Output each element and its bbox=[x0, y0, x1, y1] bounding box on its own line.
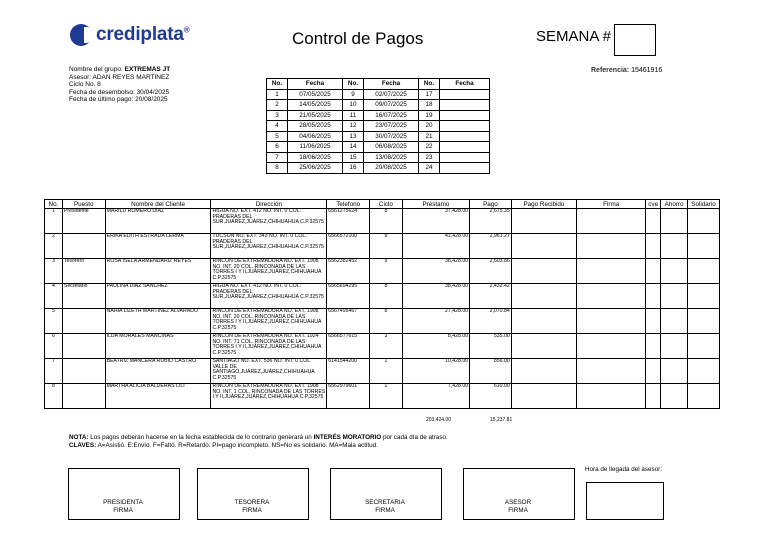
fecha-number: 22 bbox=[419, 142, 440, 153]
client-prestamo: 37,428.00 bbox=[402, 209, 469, 234]
column-header: Ciclo bbox=[370, 200, 403, 209]
client-ciclo: 9 bbox=[370, 234, 403, 259]
fecha-date bbox=[440, 121, 490, 132]
referencia: Referencia: 15461916 bbox=[591, 67, 663, 74]
fecha-number: 6 bbox=[267, 142, 288, 153]
column-header: Firma bbox=[577, 200, 646, 209]
client-prestamo: 8,428.00 bbox=[402, 334, 469, 359]
column-header: Nombre del Cliente bbox=[105, 200, 211, 209]
fechas-row bbox=[267, 110, 490, 121]
client-row bbox=[45, 259, 720, 284]
client-row bbox=[45, 384, 720, 409]
fecha-date: 06/08/2025 bbox=[364, 142, 419, 153]
client-cve-cell[interactable] bbox=[646, 209, 661, 234]
client-direccion: RINCON DE EXTREMADURA NO. EXT. 1908 NO. INT. 20 COL. RINCONADA DE LAS TORRES I Y II,JUÁREZ,JUÁREZ,CHIHUAHUA C.P.32575 bbox=[211, 309, 327, 334]
client-solidario-cell[interactable] bbox=[688, 234, 720, 259]
brand-name: crediplata® bbox=[96, 24, 190, 45]
claves-line: CLAVES: A=Asistió. E:Envío. F=Faltó. R=Retardo. PI=pago incompleto. NS=No es solidario. MA=Mala actitud. bbox=[69, 442, 378, 449]
client-ahorro-cell[interactable] bbox=[661, 384, 688, 409]
fecha-number: 23 bbox=[419, 152, 440, 163]
fecha-date: 11/06/2025 bbox=[288, 142, 343, 153]
fecha-number: 17 bbox=[419, 89, 440, 100]
client-pago-recibido-cell[interactable] bbox=[511, 209, 576, 234]
client-ciclo: 1 bbox=[370, 359, 403, 384]
fecha-number: 9 bbox=[343, 89, 364, 100]
client-prestamo: 7,428.00 bbox=[402, 384, 469, 409]
client-puesto: Secretario bbox=[62, 284, 105, 309]
client-pago: 610.00 bbox=[470, 384, 512, 409]
client-pago-recibido-cell[interactable] bbox=[511, 384, 576, 409]
group-info bbox=[69, 66, 170, 104]
client-nombre: MARILU ROMERO DIAZ bbox=[105, 209, 211, 234]
client-prestamo: 38,428.00 bbox=[402, 284, 469, 309]
client-pago-recibido-cell[interactable] bbox=[511, 359, 576, 384]
fecha-number: 7 bbox=[267, 152, 288, 163]
fecha-number: 24 bbox=[419, 163, 440, 174]
fechas-row bbox=[267, 89, 490, 100]
client-no: 4 bbox=[45, 284, 63, 309]
fecha-date bbox=[440, 100, 490, 111]
client-firma-cell[interactable] bbox=[577, 284, 646, 309]
client-row bbox=[45, 309, 720, 334]
client-ahorro-cell[interactable] bbox=[661, 284, 688, 309]
fecha-date bbox=[440, 142, 490, 153]
client-pago-recibido-cell[interactable] bbox=[511, 334, 576, 359]
client-no: 6 bbox=[45, 334, 63, 359]
column-header: Préstamo bbox=[402, 200, 469, 209]
client-nombre: MARTHA ALICIA BALDERAS LILI bbox=[105, 384, 211, 409]
client-pago-recibido-cell[interactable] bbox=[511, 309, 576, 334]
desembolso-line: Fecha de desembolso: 30/04/2025 bbox=[69, 88, 170, 96]
client-firma-cell[interactable] bbox=[577, 259, 646, 284]
fecha-number: 20 bbox=[419, 121, 440, 132]
total-prestamo: 203,424.00 bbox=[426, 417, 452, 423]
nota-section bbox=[69, 434, 448, 450]
client-pago-recibido-cell[interactable] bbox=[511, 284, 576, 309]
client-pago: 2,070.84 bbox=[470, 309, 512, 334]
fecha-number: 15 bbox=[343, 152, 364, 163]
client-pago: 2,961.27 bbox=[470, 234, 512, 259]
client-no: 2 bbox=[45, 234, 63, 259]
fecha-number: 8 bbox=[267, 163, 288, 174]
fecha-number: 1 bbox=[267, 89, 288, 100]
firma-secretaria-label: SECRETARIA FIRMA bbox=[365, 499, 405, 514]
semana-input-box[interactable] bbox=[614, 24, 656, 56]
fecha-number: 13 bbox=[343, 131, 364, 142]
client-pago-recibido-cell[interactable] bbox=[511, 234, 576, 259]
fechas-header: Fecha bbox=[288, 79, 343, 90]
fecha-date: 02/07/2025 bbox=[364, 89, 419, 100]
ultimo-pago-line: Fecha de último pago: 20/08/2025 bbox=[69, 96, 168, 103]
payment-dates-table bbox=[266, 78, 490, 174]
fechas-header: Fecha bbox=[364, 79, 419, 90]
fecha-date: 09/07/2025 bbox=[364, 100, 419, 111]
column-header: Puesto bbox=[62, 200, 105, 209]
firma-presidenta-label: PRESIDENTA FIRMA bbox=[103, 499, 143, 514]
fecha-date: 13/08/2025 bbox=[364, 152, 419, 163]
client-puesto bbox=[62, 359, 105, 384]
client-telefono: 6567495467 bbox=[327, 309, 370, 334]
client-ciclo: 9 bbox=[370, 259, 403, 284]
nota-line: NOTA: Los pagos deberán hacerse en la fecha establecida de lo contrario generará un INTERÉS MORATORIO por cada día de atraso. bbox=[69, 434, 448, 441]
fecha-date: 18/06/2025 bbox=[288, 152, 343, 163]
client-no: 8 bbox=[45, 384, 63, 409]
client-prestamo: 38,428.00 bbox=[402, 259, 469, 284]
fecha-date bbox=[440, 163, 490, 174]
client-solidario-cell[interactable] bbox=[688, 359, 720, 384]
client-pago: 856.00 bbox=[470, 359, 512, 384]
group-name-line: Nombre del grupo: EXTREMAS JT bbox=[69, 66, 171, 73]
fecha-date: 16/07/2025 bbox=[364, 110, 419, 121]
client-telefono: 6566572100 bbox=[327, 234, 370, 259]
client-direccion: HIGUA NO. EXT. 412 NO. INT. 0 COL. PRADERAS DEL SUR,JUÁREZ,JUÁREZ,CHIHUAHUA C.P.32575 bbox=[211, 209, 327, 234]
semana-label: SEMANA # bbox=[536, 28, 612, 45]
client-pago: 2,432.42 bbox=[470, 284, 512, 309]
client-puesto bbox=[62, 234, 105, 259]
client-puesto: Tesorero bbox=[62, 259, 105, 284]
fecha-number: 16 bbox=[343, 163, 364, 174]
client-ciclo: 8 bbox=[370, 284, 403, 309]
client-no: 1 bbox=[45, 209, 63, 234]
client-direccion: SANTIAGO NO. EXT. 536 NO. INT. 0 COL. VALLE DE SANTIAGO,JUÁREZ,JUÁREZ,CHIHUAHUA C.P.32575 bbox=[211, 359, 327, 384]
fecha-number: 21 bbox=[419, 131, 440, 142]
client-direccion: RINCON DE EXTREMADURA NO. EXT. 1908 NO. INT. 1 COL. RINCONADA DE LAS TORRES I Y II,JUÁREZ,JUÁREZ,CHIHUAHUA C.P.32575 bbox=[211, 384, 327, 409]
client-solidario-cell[interactable] bbox=[688, 384, 720, 409]
clients-table bbox=[44, 199, 720, 409]
column-header: Pago Recibido bbox=[511, 200, 576, 209]
client-ahorro-cell[interactable] bbox=[661, 234, 688, 259]
hora-llegada-box[interactable] bbox=[586, 482, 664, 520]
client-firma-cell[interactable] bbox=[577, 234, 646, 259]
client-telefono: 6565694295 bbox=[327, 284, 370, 309]
client-ciclo: 3 bbox=[370, 334, 403, 359]
client-row bbox=[45, 234, 720, 259]
fecha-date: 14/05/2025 bbox=[288, 100, 343, 111]
client-direccion: TUCSON NO. EXT. 343 NO. INT. 0 COL. PRADERAS DEL SUR,JUÁREZ,JUÁREZ,CHIHUAHUA C.P.32575 bbox=[211, 234, 327, 259]
client-pago: 2,675.35 bbox=[470, 209, 512, 234]
fechas-header: No. bbox=[419, 79, 440, 90]
fechas-row bbox=[267, 163, 490, 174]
fecha-number: 3 bbox=[267, 110, 288, 121]
client-nombre: ERIKA EDITH ESTRADA LERMA bbox=[105, 234, 211, 259]
fechas-row bbox=[267, 121, 490, 132]
fechas-header: Fecha bbox=[440, 79, 490, 90]
client-solidario-cell[interactable] bbox=[688, 209, 720, 234]
client-cve-cell[interactable] bbox=[646, 384, 661, 409]
client-solidario-cell[interactable] bbox=[688, 309, 720, 334]
column-header: No. bbox=[45, 200, 63, 209]
total-pago: 15,237.81 bbox=[490, 417, 513, 423]
fechas-row bbox=[267, 100, 490, 111]
client-ciclo: 8 bbox=[370, 209, 403, 234]
client-ciclo: 8 bbox=[370, 309, 403, 334]
client-ahorro-cell[interactable] bbox=[661, 334, 688, 359]
page-title: Control de Pagos bbox=[292, 29, 424, 48]
client-row bbox=[45, 334, 720, 359]
client-ahorro-cell[interactable] bbox=[661, 209, 688, 234]
crediplata-logo-icon bbox=[70, 24, 92, 46]
fecha-date: 07/05/2025 bbox=[288, 89, 343, 100]
column-header: Pago bbox=[470, 200, 512, 209]
client-puesto: Presidente bbox=[62, 209, 105, 234]
fecha-number: 18 bbox=[419, 100, 440, 111]
client-firma-cell[interactable] bbox=[577, 334, 646, 359]
fecha-number: 19 bbox=[419, 110, 440, 121]
hora-llegada-label: Hora de llegada del asesor: bbox=[585, 466, 663, 473]
fecha-date bbox=[440, 131, 490, 142]
fecha-date: 20/08/2025 bbox=[364, 163, 419, 174]
client-pago: 535.00 bbox=[470, 334, 512, 359]
column-header: Solidario bbox=[688, 200, 720, 209]
column-header: cve bbox=[646, 200, 661, 209]
ciclo-line: Ciclo No. 8 bbox=[69, 81, 101, 88]
client-direccion: HIGUA NO. EXT. 412 NO. INT. 0 COL. PRADERAS DEL SUR,JUÁREZ,JUÁREZ,CHIHUAHUA C.P.32575 bbox=[211, 284, 327, 309]
fecha-date: 04/06/2025 bbox=[288, 131, 343, 142]
fecha-date: 25/06/2025 bbox=[288, 163, 343, 174]
client-puesto bbox=[62, 309, 105, 334]
firma-asesor-label: ASESOR FIRMA bbox=[504, 499, 532, 514]
asesor-line: Asesor: ADAN REYES MARTINEZ bbox=[69, 73, 170, 81]
client-ahorro-cell[interactable] bbox=[661, 309, 688, 334]
fechas-header: No. bbox=[267, 79, 288, 90]
client-solidario-cell[interactable] bbox=[688, 334, 720, 359]
client-firma-cell[interactable] bbox=[577, 309, 646, 334]
client-prestamo: 10,428.00 bbox=[402, 359, 469, 384]
fecha-date bbox=[440, 89, 490, 100]
client-firma-cell[interactable] bbox=[577, 209, 646, 234]
fechas-row bbox=[267, 131, 490, 142]
client-cve-cell[interactable] bbox=[646, 259, 661, 284]
fecha-number: 14 bbox=[343, 142, 364, 153]
fecha-number: 5 bbox=[267, 131, 288, 142]
client-no: 5 bbox=[45, 309, 63, 334]
column-header: Ahorro bbox=[661, 200, 688, 209]
client-no: 7 bbox=[45, 359, 63, 384]
client-telefono: 6566577615 bbox=[327, 334, 370, 359]
client-telefono: 6562382452 bbox=[327, 259, 370, 284]
client-telefono: 6561275624 bbox=[327, 209, 370, 234]
client-pago: 2,603.86 bbox=[470, 259, 512, 284]
client-direccion: RINCON DE EXTREMADURA NO. EXT. 1908 NO. INT. 20 COL. RINCONADA DE LAS TORRES I Y II,JUÁREZ,JUÁREZ,CHIHUAHUA C.P.32575 bbox=[211, 259, 327, 284]
client-direccion: RINCON DE EXTREMADURA NO. EXT. 1924 NO. INT. 71 COL. RINCONADA DE LAS TORRES I Y II,JUÁREZ,JUÁREZ,CHIHUAHUA C.P.32575 bbox=[211, 334, 327, 359]
fechas-row bbox=[267, 142, 490, 153]
client-nombre: ROSA ISELA ARMENDARIZ REYES bbox=[105, 259, 211, 284]
fecha-date: 28/05/2025 bbox=[288, 121, 343, 132]
client-solidario-cell[interactable] bbox=[688, 284, 720, 309]
fecha-date: 21/05/2025 bbox=[288, 110, 343, 121]
client-nombre: PAULINA DIAZ SANCHEZ bbox=[105, 284, 211, 309]
fecha-number: 12 bbox=[343, 121, 364, 132]
client-row bbox=[45, 209, 720, 234]
client-telefono: 6562979601 bbox=[327, 384, 370, 409]
client-firma-cell[interactable] bbox=[577, 359, 646, 384]
client-prestamo: 41,428.00 bbox=[402, 234, 469, 259]
client-firma-cell[interactable] bbox=[577, 384, 646, 409]
fecha-number: 10 bbox=[343, 100, 364, 111]
fecha-number: 11 bbox=[343, 110, 364, 121]
client-cve-cell[interactable] bbox=[646, 334, 661, 359]
client-cve-cell[interactable] bbox=[646, 309, 661, 334]
fechas-header: No. bbox=[343, 79, 364, 90]
firma-tesorera-label: TESORERA FIRMA bbox=[234, 499, 270, 514]
fecha-date: 30/07/2025 bbox=[364, 131, 419, 142]
fechas-row bbox=[267, 152, 490, 163]
client-telefono: 6141544200 bbox=[327, 359, 370, 384]
client-row bbox=[45, 284, 720, 309]
client-ahorro-cell[interactable] bbox=[661, 259, 688, 284]
client-cve-cell[interactable] bbox=[646, 234, 661, 259]
client-nombre: NAHIA LIZETH MARTINEZ ALVARADO bbox=[105, 309, 211, 334]
client-pago-recibido-cell[interactable] bbox=[511, 259, 576, 284]
fecha-number: 2 bbox=[267, 100, 288, 111]
column-header: Telefono bbox=[327, 200, 370, 209]
client-cve-cell[interactable] bbox=[646, 284, 661, 309]
client-ahorro-cell[interactable] bbox=[661, 359, 688, 384]
fecha-date bbox=[440, 152, 490, 163]
client-puesto bbox=[62, 384, 105, 409]
column-header: Dirección bbox=[211, 200, 327, 209]
client-nombre: BEATRIZ MANCERA RUBIO CASTRO bbox=[105, 359, 211, 384]
fecha-date: 23/07/2025 bbox=[364, 121, 419, 132]
client-puesto bbox=[62, 334, 105, 359]
client-solidario-cell[interactable] bbox=[688, 259, 720, 284]
client-cve-cell[interactable] bbox=[646, 359, 661, 384]
client-no: 3 bbox=[45, 259, 63, 284]
crediplata-logo bbox=[70, 24, 189, 46]
fecha-number: 4 bbox=[267, 121, 288, 132]
fecha-date bbox=[440, 110, 490, 121]
client-prestamo: 27,428.00 bbox=[402, 309, 469, 334]
client-nombre: ILDA MORALES MANCINAS bbox=[105, 334, 211, 359]
client-ciclo: 1 bbox=[370, 384, 403, 409]
client-row bbox=[45, 359, 720, 384]
